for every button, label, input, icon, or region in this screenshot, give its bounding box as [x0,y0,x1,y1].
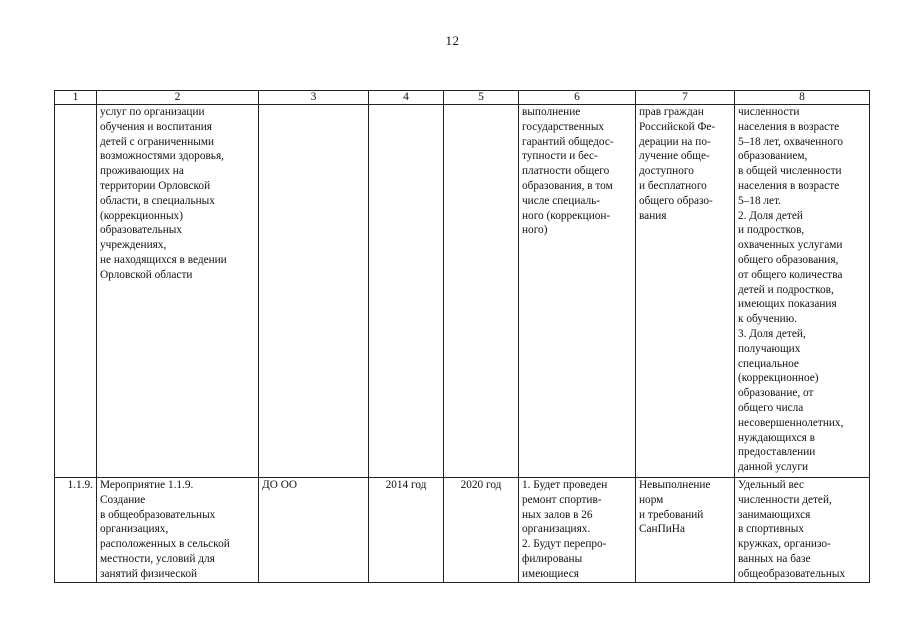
column-number-4: 4 [369,91,444,105]
executor-cell [259,105,369,478]
column-number-8: 8 [735,91,870,105]
table-row [55,478,870,583]
end-year-cell: 2020 год [444,478,519,583]
start-year-cell: 2014 год [369,478,444,583]
indicators-cell: Удельный вес численности детей, занимающихся в спортивных кружках, организо- ванных на базе общеобразовательных [735,478,870,583]
column-number-5: 5 [444,91,519,105]
page-number: 12 [445,33,460,48]
start-year-cell [369,105,444,478]
table-row [55,105,870,478]
indicators-cell: численности населения в возрасте 5–18 лет, охваченного образованием, в общей численности населения в возрасте 5–18 лет. 2. Доля детей и подростков, охваченных услугами общего образования, от общего количества детей и подростков, имеющих показания к обучению. 3. Доля детей, получающих специальное (коррекционное) образование, от общего числа несовершеннолетних, нуждающихся в предоставлении данной услуги [735,105,870,478]
column-number-row [55,91,870,105]
column-number-2: 2 [97,91,259,105]
executor-cell: ДО ОО [259,478,369,583]
row-number-cell: 1.1.9. [55,478,97,583]
program-table [54,90,870,583]
measure-description-cell: услуг по организации обучения и воспитания детей с ограниченными возможностями здоровья, проживающих на территории Орловской области, в специальных (коррекционных) образовательных учреждениях, не находящихся в ведении Орловской области [97,105,259,478]
expected-result-cell: выполнение государственных гарантий общедос- тупности и бес- платности общего образования, в том числе специаль- ного (коррекцион- ного) [519,105,636,478]
measure-description-cell: Мероприятие 1.1.9. Создание в общеобразовательных организациях, расположенных в сельской местности, условий для занятий физической [97,478,259,583]
row-number-cell [55,105,97,478]
expected-result-cell: 1. Будет проведен ремонт спортив- ных залов в 26 организациях. 2. Будут перепро- филированы имеющиеся [519,478,636,583]
end-year-cell [444,105,519,478]
column-number-7: 7 [636,91,735,105]
consequences-cell: Невыполнение норм и требований СанПиНа [636,478,735,583]
column-number-3: 3 [259,91,369,105]
column-number-1: 1 [55,91,97,105]
consequences-cell: прав граждан Российской Фе- дерации на по- лучение обще- доступного и бесплатного общего образо- вания [636,105,735,478]
column-number-6: 6 [519,91,636,105]
